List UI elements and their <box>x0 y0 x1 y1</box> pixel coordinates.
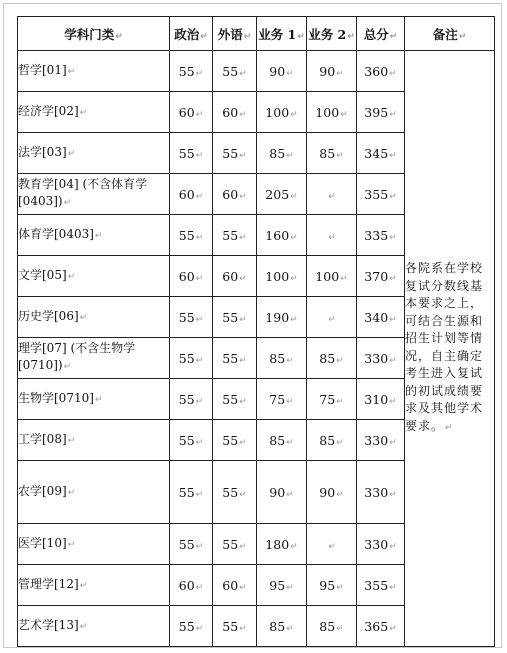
paragraph-mark-icon: ↵ <box>336 355 344 366</box>
politics-score-cell <box>170 606 213 647</box>
paragraph-mark-icon: ↵ <box>195 355 204 366</box>
foreign-language-score-text: 55 <box>222 309 239 325</box>
total-score-cell <box>357 461 405 524</box>
course-1-score-text: 85 <box>269 350 286 366</box>
subject-cell <box>18 338 170 379</box>
paragraph-mark-icon: ↵ <box>340 109 348 120</box>
course-1-score-cell <box>257 420 307 461</box>
total-score-cell <box>357 215 405 256</box>
paragraph-mark-icon: ↵ <box>328 541 336 552</box>
course-2-score-text: 85 <box>319 145 336 161</box>
politics-score-cell <box>170 524 213 565</box>
politics-score-text: 55 <box>178 484 195 500</box>
paragraph-mark-icon: ↵ <box>290 191 298 202</box>
subject-cell <box>18 92 170 133</box>
foreign-language-score-cell <box>213 379 257 420</box>
foreign-language-score-text: 55 <box>222 536 239 552</box>
paragraph-mark-icon: ↵ <box>195 68 204 79</box>
paragraph-mark-icon: ↵ <box>239 489 247 500</box>
paragraph-mark-icon: ↵ <box>195 314 204 325</box>
course-1-score-cell <box>257 524 307 565</box>
paragraph-mark-icon: ↵ <box>94 394 103 405</box>
paragraph-mark-icon: ↵ <box>239 437 247 448</box>
paragraph-mark-icon: ↵ <box>63 198 72 208</box>
foreign-language-score-text: 55 <box>222 63 239 79</box>
total-score-cell <box>357 133 405 174</box>
course-2-score-text: 85 <box>319 432 336 448</box>
total-score-text: 355 <box>364 186 389 202</box>
total-score-cell <box>357 256 405 297</box>
subject-cell <box>18 565 170 606</box>
foreign-language-score-cell <box>213 133 257 174</box>
paragraph-mark-icon: ↵ <box>67 435 76 446</box>
subject-cell <box>18 461 170 524</box>
foreign-language-score-text: 60 <box>222 268 239 284</box>
course-2-score-cell <box>307 420 357 461</box>
paragraph-mark-icon: ↵ <box>67 487 76 498</box>
subject-text: 农学[09] <box>18 483 67 498</box>
paragraph-mark-icon: ↵ <box>195 541 204 552</box>
paragraph-mark-icon: ↵ <box>389 582 397 593</box>
course-2-score-cell <box>307 174 357 215</box>
subject-text: 体育学[0403] <box>18 226 94 241</box>
foreign-language-score-cell <box>213 606 257 647</box>
total-score-text: 330 <box>364 432 389 448</box>
total-score-text: 340 <box>364 309 389 325</box>
foreign-language-score-text: 55 <box>222 227 239 243</box>
course-1-score-text: 90 <box>269 63 286 79</box>
politics-score-text: 55 <box>178 350 195 366</box>
subject-cell <box>18 215 170 256</box>
course-1-score-cell <box>257 297 307 338</box>
total-score-text: 345 <box>364 145 389 161</box>
course-2-score-cell <box>307 51 357 92</box>
course-2-score-text: 85 <box>319 350 336 366</box>
paragraph-mark-icon: ↵ <box>195 396 204 407</box>
course-1-score-text: 100 <box>265 268 290 284</box>
course-1-score-text: 85 <box>269 618 286 634</box>
course-2-score-text: 95 <box>319 577 336 593</box>
total-score-cell <box>357 379 405 420</box>
paragraph-mark-icon: ↵ <box>286 355 294 366</box>
paragraph-mark-icon: ↵ <box>286 489 294 500</box>
foreign-language-score-text: 55 <box>222 618 239 634</box>
total-score-text: 330 <box>364 350 389 366</box>
politics-score-cell <box>170 133 213 174</box>
foreign-language-score-cell <box>213 524 257 565</box>
politics-score-text: 60 <box>178 104 195 120</box>
subject-text: 管理学[12] <box>18 576 79 591</box>
course-1-score-cell <box>257 379 307 420</box>
course-2-score-text: 90 <box>319 63 336 79</box>
paragraph-mark-icon: ↵ <box>94 230 103 241</box>
politics-score-text: 60 <box>178 186 195 202</box>
course-1-score-cell <box>257 565 307 606</box>
course-1-score-cell <box>257 92 307 133</box>
course-1-score-text: 180 <box>265 536 290 552</box>
remarks-text: 各院系在学校复试分数线基本要求之上，可结合生源和招生计划等情况，自主确定考生进入复试的初试成绩要求及其他学术要求。 <box>405 261 484 433</box>
paragraph-mark-icon: ↵ <box>336 489 344 500</box>
paragraph-mark-icon: ↵ <box>67 66 76 77</box>
course-2-score-text: 100 <box>315 104 340 120</box>
paragraph-mark-icon: ↵ <box>336 68 344 79</box>
foreign-language-score-cell <box>213 215 257 256</box>
total-score-text: 365 <box>364 618 389 634</box>
paragraph-mark-icon: ↵ <box>336 396 344 407</box>
paragraph-mark-icon: ↵ <box>239 314 247 325</box>
foreign-language-score-text: 55 <box>222 145 239 161</box>
foreign-language-score-cell <box>213 565 257 606</box>
header-course-1: 业务 1↵ <box>257 17 307 51</box>
paragraph-mark-icon: ↵ <box>239 191 247 202</box>
course-2-score-text: 100 <box>315 268 340 284</box>
foreign-language-score-text: 55 <box>222 391 239 407</box>
foreign-language-score-text: 60 <box>222 104 239 120</box>
subject-text: 理学[07] (不含生物学[0710]) <box>18 341 136 372</box>
course-2-score-cell <box>307 565 357 606</box>
header-remarks: 备注↵ <box>405 17 495 51</box>
politics-score-cell <box>170 92 213 133</box>
paragraph-mark-icon: ↵ <box>239 396 247 407</box>
politics-score-text: 55 <box>178 391 195 407</box>
course-1-score-text: 75 <box>269 391 286 407</box>
politics-score-text: 55 <box>178 618 195 634</box>
politics-score-text: 55 <box>178 432 195 448</box>
paragraph-mark-icon: ↵ <box>195 232 204 243</box>
remarks-cell <box>405 51 495 647</box>
paragraph-mark-icon: ↵ <box>239 582 247 593</box>
subject-text: 法学[03] <box>18 144 67 159</box>
paragraph-mark-icon: ↵ <box>389 191 397 202</box>
paragraph-mark-icon: ↵ <box>389 150 397 161</box>
paragraph-mark-icon: ↵ <box>286 623 294 634</box>
paragraph-mark-icon: ↵ <box>389 396 397 407</box>
paragraph-mark-icon: ↵ <box>195 150 204 161</box>
paragraph-mark-icon: ↵ <box>389 541 397 552</box>
course-2-score-cell <box>307 297 357 338</box>
politics-score-cell <box>170 215 213 256</box>
course-1-score-cell <box>257 338 307 379</box>
politics-score-text: 55 <box>178 145 195 161</box>
paragraph-mark-icon: ↵ <box>286 68 294 79</box>
total-score-text: 335 <box>364 227 389 243</box>
paragraph-mark-icon: ↵ <box>286 396 294 407</box>
foreign-language-score-cell <box>213 256 257 297</box>
course-2-score-cell <box>307 379 357 420</box>
politics-score-text: 55 <box>178 309 195 325</box>
foreign-language-score-cell <box>213 420 257 461</box>
politics-score-text: 55 <box>178 227 195 243</box>
header-course-2: 业务 2↵ <box>307 17 357 51</box>
paragraph-mark-icon: ↵ <box>195 437 204 448</box>
paragraph-mark-icon: ↵ <box>115 31 123 42</box>
course-1-score-text: 100 <box>265 104 290 120</box>
subject-cell <box>18 606 170 647</box>
course-2-score-cell <box>307 606 357 647</box>
paragraph-mark-icon: ↵ <box>340 273 348 284</box>
course-1-score-text: 90 <box>269 484 286 500</box>
foreign-language-score-text: 60 <box>222 186 239 202</box>
course-1-score-text: 160 <box>265 227 290 243</box>
foreign-language-score-cell <box>213 461 257 524</box>
subject-text: 文学[05] <box>18 267 67 282</box>
paragraph-mark-icon: ↵ <box>239 273 247 284</box>
total-score-cell <box>357 565 405 606</box>
foreign-language-score-cell <box>213 338 257 379</box>
paragraph-mark-icon: ↵ <box>290 232 298 243</box>
course-1-score-cell <box>257 51 307 92</box>
paragraph-mark-icon: ↵ <box>79 107 88 118</box>
politics-score-cell <box>170 297 213 338</box>
paragraph-mark-icon: ↵ <box>336 437 344 448</box>
politics-score-cell <box>170 256 213 297</box>
table-body <box>18 51 495 647</box>
course-2-score-cell <box>307 92 357 133</box>
total-score-cell <box>357 338 405 379</box>
paragraph-mark-icon: ↵ <box>336 150 344 161</box>
total-score-cell <box>357 524 405 565</box>
paragraph-mark-icon: ↵ <box>290 273 298 284</box>
paragraph-mark-icon: ↵ <box>243 31 252 42</box>
subject-cell <box>18 420 170 461</box>
course-1-score-cell <box>257 461 307 524</box>
subject-cell <box>18 524 170 565</box>
total-score-cell <box>357 297 405 338</box>
paragraph-mark-icon: ↵ <box>239 109 247 120</box>
paragraph-mark-icon: ↵ <box>328 232 336 243</box>
politics-score-text: 55 <box>178 536 195 552</box>
course-2-score-cell <box>307 461 357 524</box>
politics-score-cell <box>170 461 213 524</box>
paragraph-mark-icon: ↵ <box>67 539 76 550</box>
course-1-score-cell <box>257 133 307 174</box>
politics-score-cell <box>170 420 213 461</box>
subject-cell <box>18 297 170 338</box>
paragraph-mark-icon: ↵ <box>389 623 397 634</box>
header-foreign-language: 外语↵ <box>213 17 257 51</box>
subject-text: 教育学[04] (不含体育学[0403]) <box>18 177 148 208</box>
paragraph-mark-icon: ↵ <box>297 31 305 42</box>
header-politics: 政治↵ <box>170 17 213 51</box>
politics-score-cell <box>170 174 213 215</box>
paragraph-mark-icon: ↵ <box>286 437 294 448</box>
course-2-score-text: 75 <box>319 391 336 407</box>
paragraph-mark-icon: ↵ <box>200 31 208 42</box>
paragraph-mark-icon: ↵ <box>389 273 397 284</box>
subject-text: 历史学[06] <box>18 308 79 323</box>
foreign-language-score-cell <box>213 174 257 215</box>
course-1-score-text: 85 <box>269 145 286 161</box>
header-subject: 学科门类↵ <box>18 17 170 51</box>
course-2-score-text: 85 <box>319 618 336 634</box>
total-score-text: 370 <box>364 268 389 284</box>
politics-score-cell <box>170 565 213 606</box>
table-row <box>18 51 495 92</box>
score-line-table <box>17 16 495 647</box>
paragraph-mark-icon: ↵ <box>239 541 247 552</box>
paragraph-mark-icon: ↵ <box>458 31 467 42</box>
paragraph-mark-icon: ↵ <box>389 355 397 366</box>
foreign-language-score-text: 55 <box>222 484 239 500</box>
paragraph-mark-icon: ↵ <box>239 355 247 366</box>
subject-text: 艺术学[13] <box>18 617 79 632</box>
subject-text: 医学[10] <box>18 535 67 550</box>
paragraph-mark-icon: ↵ <box>195 191 204 202</box>
paragraph-mark-icon: ↵ <box>286 582 294 593</box>
subject-cell <box>18 379 170 420</box>
paragraph-mark-icon: ↵ <box>389 437 397 448</box>
total-score-cell <box>357 420 405 461</box>
paragraph-mark-icon: ↵ <box>389 489 397 500</box>
total-score-cell <box>357 606 405 647</box>
course-1-score-cell <box>257 174 307 215</box>
paragraph-mark-icon: ↵ <box>195 109 204 120</box>
total-score-cell <box>357 92 405 133</box>
politics-score-text: 60 <box>178 268 195 284</box>
header-total: 总分↵ <box>357 17 405 51</box>
paragraph-mark-icon: ↵ <box>290 541 298 552</box>
course-1-score-text: 205 <box>265 186 290 202</box>
course-1-score-cell <box>257 256 307 297</box>
paragraph-mark-icon: ↵ <box>195 623 204 634</box>
paragraph-mark-icon: ↵ <box>195 273 204 284</box>
total-score-text: 355 <box>364 577 389 593</box>
paragraph-mark-icon: ↵ <box>195 582 204 593</box>
paragraph-mark-icon: ↵ <box>389 31 398 42</box>
paragraph-mark-icon: ↵ <box>239 623 247 634</box>
foreign-language-score-text: 55 <box>222 350 239 366</box>
course-2-score-cell <box>307 256 357 297</box>
document-frame <box>3 3 502 648</box>
paragraph-mark-icon: ↵ <box>389 109 397 120</box>
total-score-text: 330 <box>364 484 389 500</box>
course-2-score-text: 90 <box>319 484 336 500</box>
total-score-cell <box>357 174 405 215</box>
paragraph-mark-icon: ↵ <box>79 312 88 323</box>
course-1-score-text: 95 <box>269 577 286 593</box>
paragraph-mark-icon: ↵ <box>328 191 336 202</box>
course-1-score-cell <box>257 215 307 256</box>
total-score-text: 310 <box>364 391 389 407</box>
total-score-text: 395 <box>364 104 389 120</box>
paragraph-mark-icon: ↵ <box>239 68 247 79</box>
paragraph-mark-icon: ↵ <box>445 422 454 433</box>
subject-text: 哲学[01] <box>18 62 67 77</box>
paragraph-mark-icon: ↵ <box>290 109 298 120</box>
foreign-language-score-text: 60 <box>222 577 239 593</box>
paragraph-mark-icon: ↵ <box>79 580 88 591</box>
subject-cell <box>18 51 170 92</box>
politics-score-cell <box>170 338 213 379</box>
course-2-score-cell <box>307 215 357 256</box>
foreign-language-score-cell <box>213 297 257 338</box>
paragraph-mark-icon: ↵ <box>239 150 247 161</box>
course-1-score-text: 85 <box>269 432 286 448</box>
paragraph-mark-icon: ↵ <box>347 31 355 42</box>
politics-score-cell <box>170 51 213 92</box>
course-2-score-cell <box>307 524 357 565</box>
paragraph-mark-icon: ↵ <box>239 232 247 243</box>
foreign-language-score-text: 55 <box>222 432 239 448</box>
paragraph-mark-icon: ↵ <box>67 271 76 282</box>
paragraph-mark-icon: ↵ <box>290 314 298 325</box>
paragraph-mark-icon: ↵ <box>79 621 88 632</box>
foreign-language-score-cell <box>213 51 257 92</box>
header-row <box>18 17 495 51</box>
paragraph-mark-icon: ↵ <box>336 582 344 593</box>
subject-text: 工学[08] <box>18 431 67 446</box>
foreign-language-score-cell <box>213 92 257 133</box>
paragraph-mark-icon: ↵ <box>328 314 336 325</box>
subject-cell <box>18 256 170 297</box>
total-score-text: 360 <box>364 63 389 79</box>
total-score-text: 330 <box>364 536 389 552</box>
course-1-score-cell <box>257 606 307 647</box>
total-score-cell <box>357 51 405 92</box>
subject-cell <box>18 174 170 215</box>
paragraph-mark-icon: ↵ <box>67 148 76 159</box>
subject-text: 经济学[02] <box>18 103 79 118</box>
course-1-score-text: 190 <box>265 309 290 325</box>
paragraph-mark-icon: ↵ <box>389 232 397 243</box>
politics-score-text: 55 <box>178 63 195 79</box>
paragraph-mark-icon: ↵ <box>195 489 204 500</box>
paragraph-mark-icon: ↵ <box>286 150 294 161</box>
paragraph-mark-icon: ↵ <box>389 314 397 325</box>
subject-text: 生物学[0710] <box>18 390 94 405</box>
paragraph-mark-icon: ↵ <box>389 68 397 79</box>
paragraph-mark-icon: ↵ <box>63 362 72 372</box>
subject-cell <box>18 133 170 174</box>
paragraph-mark-icon: ↵ <box>336 623 344 634</box>
politics-score-cell <box>170 379 213 420</box>
course-2-score-cell <box>307 338 357 379</box>
course-2-score-cell <box>307 133 357 174</box>
politics-score-text: 60 <box>178 577 195 593</box>
